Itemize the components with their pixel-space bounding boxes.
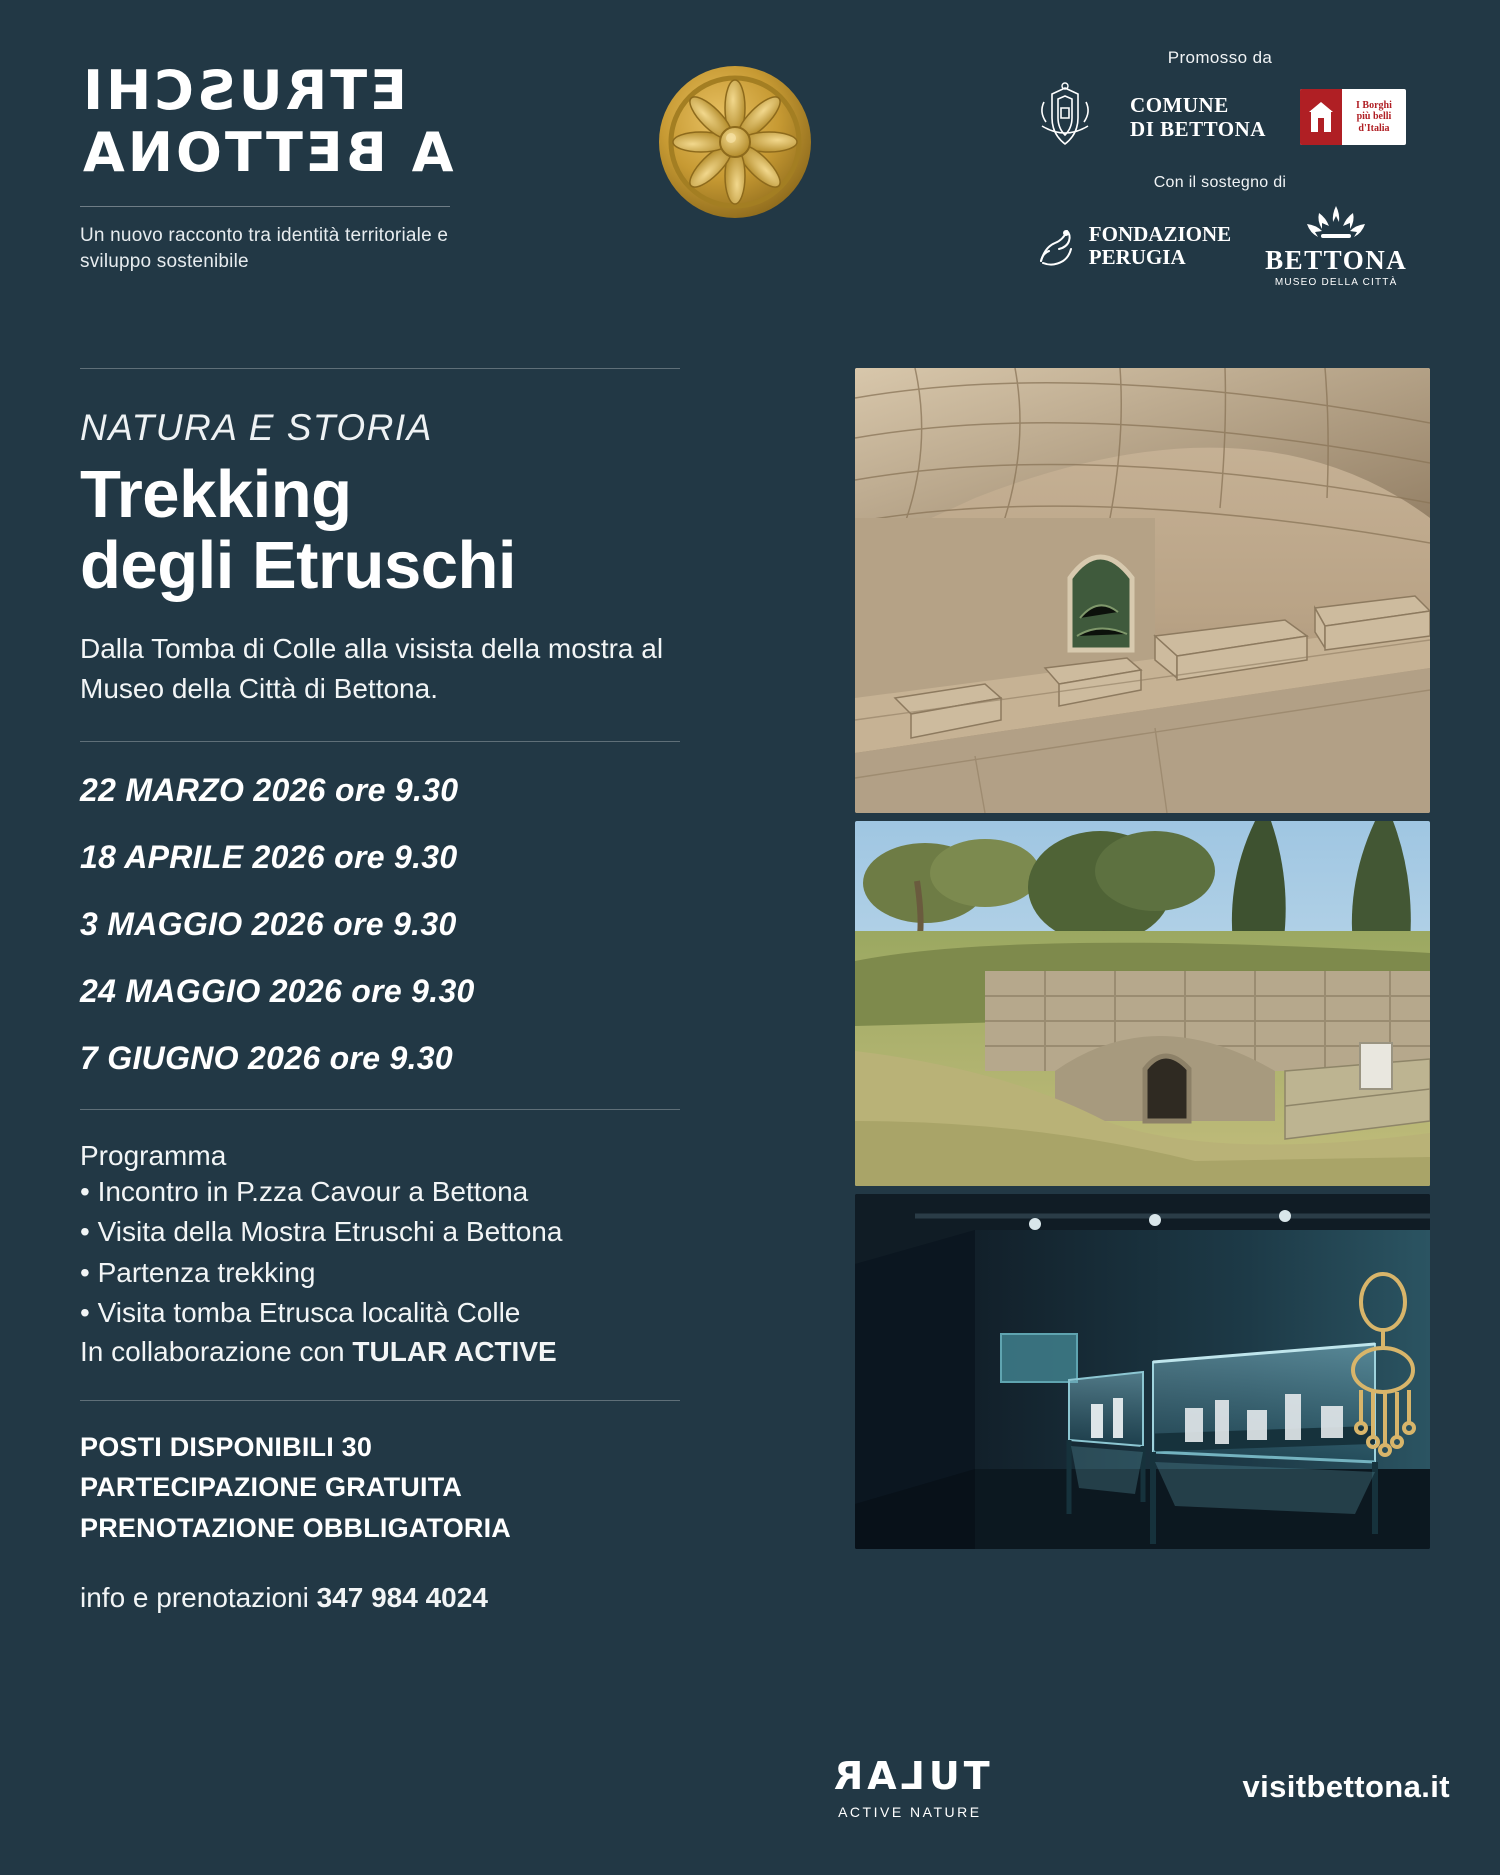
borghi-line2: più belli — [1356, 111, 1392, 123]
program-title: Programma — [80, 1139, 227, 1171]
griffin-icon — [1033, 221, 1079, 271]
gold-rosette-icon — [655, 62, 815, 222]
borghi-line3: d'Italia — [1358, 122, 1390, 134]
date-item: 22 MARZO 2026 ore 9.30 — [80, 771, 459, 808]
borghi-mark-icon — [1300, 89, 1342, 145]
collaboration-prefix: In collaborazione con — [80, 1335, 353, 1367]
fondazione-text — [1089, 223, 1231, 269]
tular-name-text: TULAR — [830, 1754, 990, 1798]
photo-gallery — [855, 368, 1430, 1557]
booking-prefix: info e prenotazioni — [80, 1582, 317, 1614]
bettona-museum-logo — [1265, 204, 1407, 288]
note-item: POSTI DISPONIBILI 30 — [80, 1431, 373, 1462]
fondazione-line2: PERUGIA — [1088, 245, 1186, 269]
footer — [830, 1754, 1450, 1820]
bettona-name: BETTONA — [1265, 245, 1408, 275]
comune-line2: DI BETTONA — [1130, 117, 1266, 141]
brand-divider — [80, 206, 450, 207]
divider-notes — [80, 1400, 680, 1401]
section-kicker: NATURA E STORIA — [80, 407, 433, 448]
tomb-exterior-landscape-photo — [855, 821, 1430, 1186]
program-list — [80, 1172, 680, 1334]
title-line-2: degli Etruschi — [80, 528, 517, 604]
comune-crest-icon — [1034, 82, 1096, 152]
brand-title — [80, 60, 500, 184]
program-item: • Visita tomba Etrusca località Colle — [80, 1297, 521, 1329]
date-item: 3 MAGGIO 2026 ore 9.30 — [80, 905, 457, 942]
header — [0, 0, 1500, 360]
tular-name — [830, 1754, 990, 1798]
divider-dates — [80, 741, 680, 742]
tular-subtitle: ACTIVE NATURE — [838, 1804, 982, 1820]
program-item: • Incontro in P.zza Cavour a Bettona — [80, 1175, 529, 1207]
date-item: 24 MAGGIO 2026 ore 9.30 — [80, 972, 475, 1009]
museum-exhibition-hall-photo — [855, 1194, 1430, 1549]
sponsors-block — [1010, 48, 1430, 288]
booking-phone: 347 984 4024 — [316, 1582, 488, 1614]
bettona-subtitle: MUSEO DELLA CITTÀ — [1274, 277, 1398, 288]
program-item: • Visita della Mostra Etruschi a Bettona — [80, 1216, 563, 1248]
page-title — [80, 457, 680, 604]
notes-list — [80, 1427, 680, 1549]
note-item: PARTECIPAZIONE GRATUITA — [80, 1472, 463, 1503]
borghi-logo — [1300, 89, 1406, 145]
fondazione-line1: FONDAZIONE — [1088, 221, 1232, 246]
etruscan-tomb-interior-photo — [855, 368, 1430, 813]
date-item: 18 APRILE 2026 ore 9.30 — [80, 838, 458, 875]
collaboration-line — [80, 1336, 680, 1368]
fondazione-perugia-logo — [1033, 221, 1231, 271]
borghi-text — [1342, 100, 1406, 135]
tular-logo — [830, 1754, 990, 1820]
comune-name — [1130, 93, 1266, 141]
crown-leaf-icon — [1305, 204, 1367, 242]
brand-tagline: Un nuovo racconto tra identità territoriale e sviluppo sostenibile — [80, 225, 449, 272]
program-item: • Partenza trekking — [80, 1256, 316, 1288]
supported-by-label: Con il sostegno di — [1153, 174, 1287, 191]
website-link[interactable]: visitbettona.it — [1242, 1769, 1450, 1804]
borghi-line1: I Borghi — [1356, 99, 1392, 111]
divider-top — [80, 368, 680, 369]
dates-list — [80, 772, 680, 1077]
brand-title-line2: A BETTONA — [80, 121, 454, 185]
booking-info — [80, 1582, 680, 1614]
collaboration-partner: TULAR ACTIVE — [352, 1335, 557, 1367]
promoted-by-label: Promosso da — [1167, 48, 1273, 67]
supporter-logos — [1010, 204, 1430, 288]
promoter-logos — [1010, 82, 1430, 152]
comune-line1: COMUNE — [1130, 92, 1229, 117]
title-line-1: Trekking — [80, 457, 352, 532]
date-item: 7 GIUGNO 2026 ore 9.30 — [80, 1039, 454, 1076]
note-item: PRENOTAZIONE OBBLIGATORIA — [80, 1512, 512, 1543]
divider-program — [80, 1109, 680, 1110]
description: Dalla Tomba di Colle alla visista della mostra al Museo della Città di Bettona. — [80, 633, 664, 704]
main-content — [80, 368, 680, 1614]
brand-block — [80, 60, 500, 274]
brand-title-line1: ETRUSCHI — [80, 59, 407, 122]
